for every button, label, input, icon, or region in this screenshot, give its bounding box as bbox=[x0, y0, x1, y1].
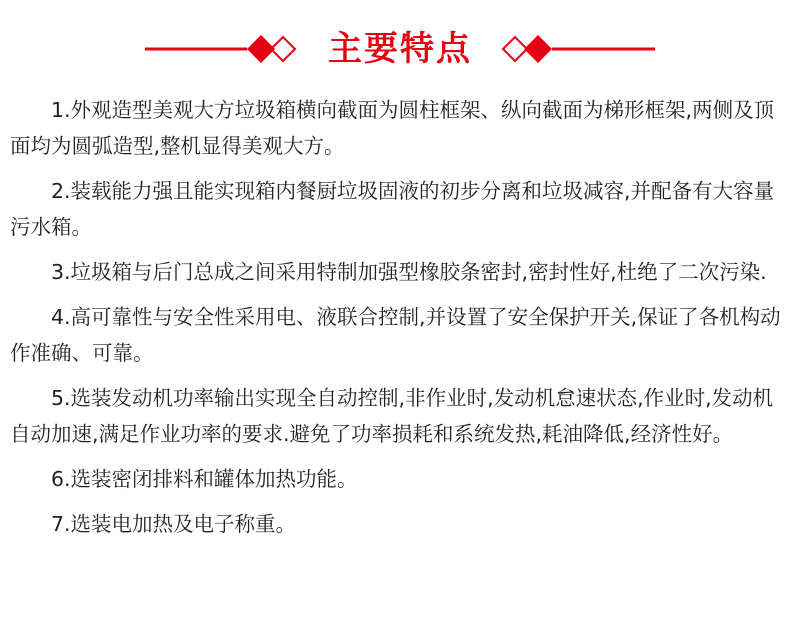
feature-item: 2.装载能力强且能实现箱内餐厨垃圾固液的初步分离和垃圾减容,并配备有大容量污水箱。 bbox=[10, 179, 775, 239]
feature-list bbox=[10, 92, 790, 551]
right-divider-line bbox=[552, 48, 655, 51]
page-title: 主要特点 bbox=[328, 29, 472, 69]
feature-item: 6.选装密闭排料和罐体加热功能。 bbox=[51, 467, 358, 491]
section-header bbox=[0, 24, 800, 74]
feature-item: 5.选装发动机功率输出实现全自动控制,非作业时,发动机怠速状态,作业时,发动机自动加速,满足作业功率的要求.避免了功率损耗和系统发热,耗油降低,经济性好。 bbox=[10, 386, 774, 446]
right-diamond-outline-icon bbox=[503, 37, 527, 61]
feature-item: 7.选装电加热及电子称重。 bbox=[51, 512, 297, 536]
feature-item: 1.外观造型美观大方垃圾箱横向截面为圆柱框架、纵向截面为梯形框架,两侧及顶面均为圆弧造型,整机显得美观大方。 bbox=[10, 98, 775, 158]
feature-item: 3.垃圾箱与后门总成之间采用特制加强型橡胶条密封,密封性好,杜绝了二次污染. bbox=[51, 260, 767, 284]
right-diamond-filled-icon bbox=[524, 35, 552, 63]
feature-item: 4.高可靠性与安全性采用电、液联合控制,并设置了安全保护开关,保证了各机构动作准确、可靠。 bbox=[10, 305, 781, 365]
left-divider-line bbox=[145, 48, 247, 51]
